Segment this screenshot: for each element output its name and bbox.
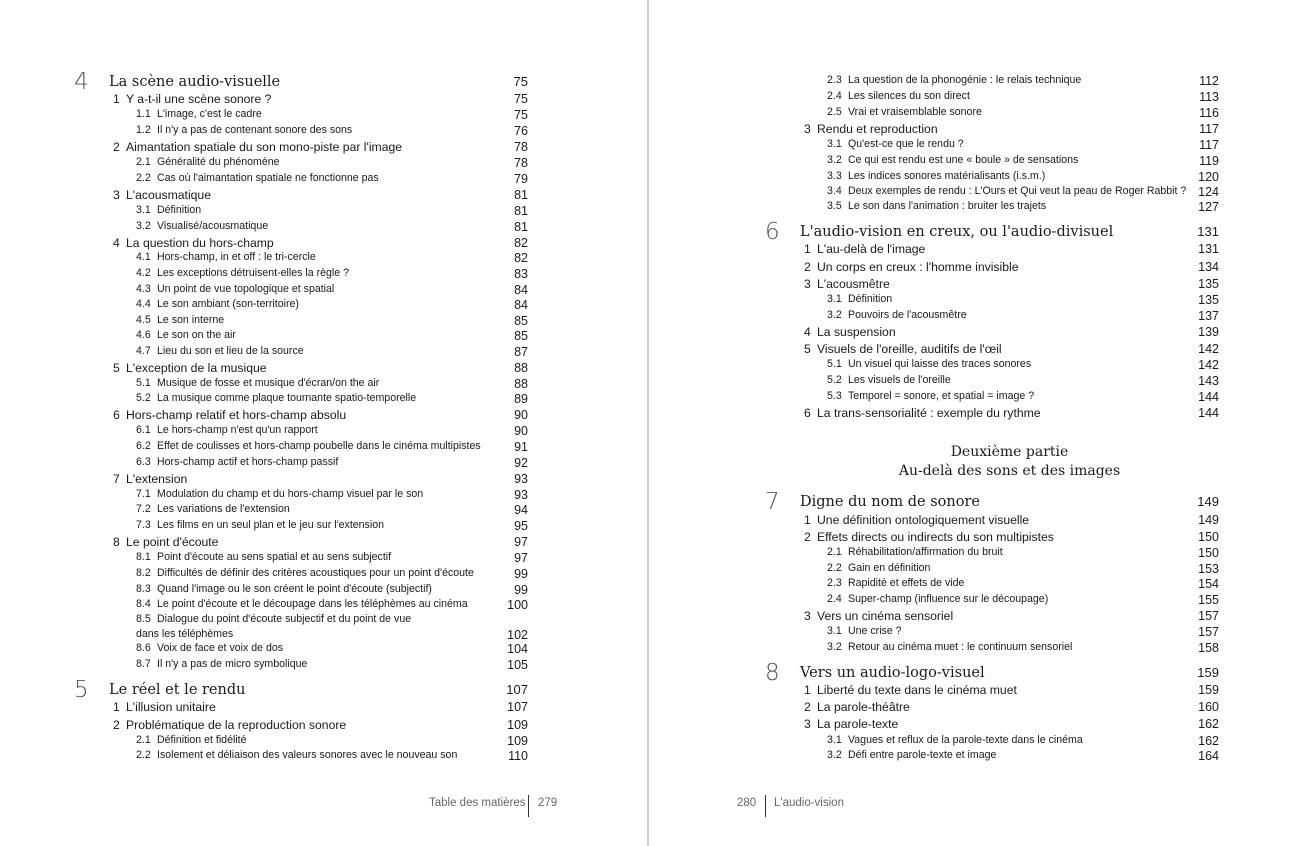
page-reference: 107	[507, 700, 528, 714]
section-title: Rendu et reproduction	[817, 122, 938, 136]
subsection-title: Les variations de l'extension	[157, 503, 290, 515]
chapter-title: L'audio-vision en creux, ou l'audio-divisuel	[800, 224, 1114, 240]
subsection-number: 4.3	[136, 283, 151, 295]
page-reference: 164	[1198, 749, 1219, 763]
page-reference: 81	[514, 204, 528, 218]
subsection-number: 5.2	[827, 374, 842, 386]
subsection-number: 5.2	[136, 392, 151, 404]
subsection-title: Lieu du son et lieu de la source	[157, 345, 304, 357]
subsection-number: 8.3	[136, 583, 151, 595]
subsection-title: Il n'y a pas de contenant sonore des sons	[157, 124, 353, 136]
section-title: Hors-champ relatif et hors-champ absolu	[126, 408, 347, 422]
subsection-number: 2.5	[827, 106, 842, 118]
section-number: 3	[804, 122, 811, 136]
page-reference: 135	[1198, 277, 1219, 291]
page-reference: 102	[507, 628, 528, 642]
page-reference: 117	[1199, 122, 1219, 136]
page-reference: 162	[1198, 734, 1219, 748]
section-title: La parole-théâtre	[817, 700, 910, 714]
page-reference: 131	[1197, 224, 1219, 239]
page-reference: 90	[514, 424, 528, 438]
subsection-number: 3.1	[827, 625, 842, 637]
subsection-title: Les visuels de l'oreille	[848, 374, 951, 386]
page-reference: 155	[1198, 593, 1219, 607]
page-reference: 92	[514, 456, 528, 470]
chapter-number: 8	[765, 660, 780, 686]
page-reference: 112	[1199, 74, 1219, 88]
page-reference: 139	[1198, 325, 1219, 339]
subsection-title: Réhabilitation/affirmation du bruit	[848, 546, 1003, 558]
page-reference: 82	[514, 251, 528, 265]
subsection-number: 7.2	[136, 503, 151, 515]
page-reference: 144	[1198, 406, 1219, 420]
section-number: 6	[804, 406, 811, 420]
section-title: Liberté du texte dans le cinéma muet	[817, 683, 1017, 697]
section-number: 3	[804, 717, 811, 731]
subsection-title: Difficultés de définir des critères acoustiques pour un point d'écoute	[157, 567, 474, 579]
section-title: La parole-texte	[817, 717, 899, 731]
subsection-title: Le son on the air	[157, 329, 236, 341]
subsection-number: 1.2	[136, 124, 151, 136]
subsection-title: Rapidité et effets de vide	[848, 577, 965, 589]
section-number: 3	[113, 188, 120, 202]
page-reference: 143	[1198, 374, 1219, 388]
chapter-number: 7	[765, 489, 780, 515]
page-reference: 154	[1198, 577, 1219, 591]
subsection-title: Un point de vue topologique et spatial	[157, 283, 335, 295]
section-number: 2	[113, 140, 120, 154]
left-page	[0, 0, 647, 846]
subsection-title: Qu'est-ce que le rendu ?	[848, 138, 964, 150]
subsection-title: Le son interne	[157, 314, 225, 326]
subsection-title: Un visuel qui laisse des traces sonores	[848, 358, 1032, 370]
subsection-number: 3.1	[827, 138, 842, 150]
chapter-number: 4	[74, 69, 89, 95]
subsection-number: 2.1	[827, 546, 842, 558]
subsection-number: 3.3	[827, 170, 842, 182]
page-reference: 153	[1198, 562, 1219, 576]
page-reference: 124	[1198, 185, 1219, 199]
subsection-number: 8.2	[136, 567, 151, 579]
subsection-number: 2.4	[827, 593, 842, 605]
section-number: 5	[113, 361, 120, 375]
subsection-number: 4.2	[136, 267, 151, 279]
subsection-title: Les films en un seul plan et le jeu sur l'extension	[157, 519, 384, 531]
subsection-title: La question de la phonogénie : le relais technique	[848, 74, 1082, 86]
page-reference: 104	[507, 642, 528, 656]
subsection-title: Cas où l'aimantation spatiale ne fonctionne pas	[157, 172, 379, 184]
subsection-title: Point d'écoute au sens spatial et au sens subjectif	[157, 551, 392, 563]
chapter-title: Digne du nom de sonore	[800, 494, 980, 510]
page-reference: 83	[514, 267, 528, 281]
page-reference: 76	[514, 124, 528, 138]
subsection-title: Pouvoirs de l'acousmêtre	[848, 309, 967, 321]
chapter-number: 6	[765, 219, 780, 245]
page-reference: 131	[1198, 242, 1219, 256]
page-reference: 81	[514, 220, 528, 234]
page-reference: 75	[514, 108, 528, 122]
section-number: 2	[804, 260, 811, 274]
page-reference: 88	[514, 377, 528, 391]
section-title: Le point d'écoute	[126, 535, 219, 549]
subsection-number: 2.3	[827, 577, 842, 589]
page-reference: 97	[514, 535, 528, 549]
section-title: Vers un cinéma sensoriel	[817, 609, 954, 623]
running-head-right: L'audio-vision	[774, 797, 844, 809]
subsection-number: 3.5	[827, 200, 842, 212]
section-title: L'illusion unitaire	[126, 700, 216, 714]
section-number: 3	[804, 609, 811, 623]
section-number: 5	[804, 342, 811, 356]
subsection-title: Définition	[848, 293, 893, 305]
chapter-title: La scène audio-visuelle	[109, 74, 281, 90]
subsection-title: Généralité du phénomène	[157, 156, 280, 168]
section-title: La question du hors-champ	[126, 236, 274, 250]
page-reference: 99	[514, 567, 528, 581]
subsection-number: 3.2	[136, 220, 151, 232]
page-reference: 149	[1198, 513, 1219, 527]
page-reference: 157	[1198, 609, 1219, 623]
subsection-title: Le son dans l'animation : bruiter les trajets	[848, 200, 1047, 212]
subsection-title: Retour au cinéma muet : le continuum sensoriel	[848, 641, 1073, 653]
section-number: 1	[804, 683, 811, 697]
subsection-number: 8.7	[136, 658, 151, 670]
subsection-title: Vagues et reflux de la parole-texte dans le cinéma	[848, 734, 1083, 746]
subsection-number: 4.5	[136, 314, 151, 326]
page-reference: 142	[1198, 358, 1219, 372]
subsection-number: 3.2	[827, 309, 842, 321]
page-reference: 157	[1198, 625, 1219, 639]
subsection-number: 4.6	[136, 329, 151, 341]
subsection-title: Le son ambiant (son-territoire)	[157, 298, 299, 310]
page-reference: 93	[514, 472, 528, 486]
subsection-number: 1.1	[136, 108, 151, 120]
subsection-number: 5.1	[136, 377, 151, 389]
right-page	[649, 0, 1297, 846]
page-reference: 89	[514, 392, 528, 406]
table-of-contents-right	[649, 0, 1219, 846]
subsection-title: Le point d'écoute et le découpage dans les téléphèmes au cinéma	[157, 598, 468, 610]
section-title: La suspension	[817, 325, 896, 339]
section-number: 8	[113, 535, 120, 549]
chapter-title: Vers un audio-logo-visuel	[800, 665, 985, 681]
section-number: 4	[804, 325, 811, 339]
section-number: 7	[113, 472, 120, 486]
page-reference: 94	[514, 503, 528, 517]
subsection-title: Il n'y a pas de micro symbolique	[157, 658, 308, 670]
subsection-number: 3.4	[827, 185, 842, 197]
section-number: 3	[804, 277, 811, 291]
subsection-title: Le hors-champ n'est qu'un rapport	[157, 424, 318, 436]
section-title: L'extension	[126, 472, 188, 486]
section-number: 1	[804, 513, 811, 527]
section-title: Visuels de l'oreille, auditifs de l'œil	[817, 342, 1002, 356]
subsection-title: dans les téléphèmes	[136, 628, 234, 640]
page-reference: 84	[514, 298, 528, 312]
subsection-number: 3.2	[827, 641, 842, 653]
page-reference: 134	[1198, 260, 1219, 274]
page-reference: 88	[514, 361, 528, 375]
subsection-number: 2.3	[827, 74, 842, 86]
subsection-number: 4.1	[136, 251, 151, 263]
page-reference: 81	[514, 188, 528, 202]
subsection-number: 2.1	[136, 156, 151, 168]
section-title: Y a-t-il une scène sonore ?	[126, 92, 272, 106]
table-of-contents-left	[0, 0, 528, 846]
page-reference: 85	[514, 314, 528, 328]
subsection-title: Quand l'image ou le son créent le point d'écoute (subjectif)	[157, 583, 432, 595]
section-number: 4	[113, 236, 120, 250]
page-reference: 119	[1199, 154, 1219, 168]
subsection-number: 7.3	[136, 519, 151, 531]
page-reference: 75	[514, 92, 528, 106]
page-reference: 110	[508, 749, 528, 763]
page-reference: 75	[513, 74, 528, 89]
footer-separator-right	[765, 795, 766, 817]
page-reference: 90	[514, 408, 528, 422]
page-reference: 120	[1198, 170, 1219, 184]
page-reference: 113	[1199, 90, 1219, 104]
subsection-title: Super-champ (influence sur le découpage)	[848, 593, 1049, 605]
running-head-left: Table des matières	[429, 797, 526, 809]
subsection-title: Défi entre parole-texte et image	[848, 749, 997, 761]
chapter-title: Le réel et le rendu	[109, 682, 246, 698]
page-reference: 149	[1197, 494, 1219, 509]
subsection-title: Deux exemples de rendu : L'Ours et Qui veut la peau de Roger Rabbit ?	[848, 185, 1187, 197]
section-title: Problématique de la reproduction sonore	[126, 718, 347, 732]
page-reference: 150	[1198, 546, 1219, 560]
subsection-title: Gain en définition	[848, 562, 931, 574]
subsection-number: 2.2	[136, 172, 151, 184]
section-title: La trans-sensorialité : exemple du rythme	[817, 406, 1041, 420]
subsection-title: Ce qui est rendu est une « boule » de sensations	[848, 154, 1079, 166]
section-title: Un corps en creux : l'homme invisible	[817, 260, 1019, 274]
page-reference: 160	[1198, 700, 1219, 714]
subsection-title: Voix de face et voix de dos	[157, 642, 284, 654]
subsection-title: Dialogue du point d'écoute subjectif et du point de vue	[157, 613, 412, 625]
page-number-left: 279	[538, 797, 558, 809]
subsection-number: 3.1	[827, 734, 842, 746]
subsection-number: 2.1	[136, 734, 151, 746]
section-title: L'exception de la musique	[126, 361, 267, 375]
subsection-title: Musique de fosse et musique d'écran/on the air	[157, 377, 380, 389]
page-reference: 135	[1198, 293, 1219, 307]
section-title: L'au-delà de l'image	[817, 242, 926, 256]
page-reference: 127	[1198, 200, 1219, 214]
subsection-number: 4.7	[136, 345, 151, 357]
section-number: 1	[113, 700, 120, 714]
part-heading: Au-delà des sons et des images	[898, 463, 1121, 479]
subsection-title: Définition et fidélité	[157, 734, 247, 746]
section-title: L'acousmêtre	[817, 277, 890, 291]
subsection-title: Isolement et déliaison des valeurs sonores avec le nouveau son	[157, 749, 458, 761]
subsection-number: 2.2	[827, 562, 842, 574]
page-reference: 158	[1198, 641, 1219, 655]
subsection-number: 8.4	[136, 598, 151, 610]
footer-separator-left	[528, 795, 529, 817]
subsection-number: 3.1	[136, 204, 151, 216]
section-number: 2	[113, 718, 120, 732]
subsection-title: Temporel = sonore, et spatial = image ?	[848, 390, 1035, 402]
section-number: 1	[804, 242, 811, 256]
page-reference: 95	[514, 519, 528, 533]
subsection-number: 6.3	[136, 456, 151, 468]
subsection-number: 8.1	[136, 551, 151, 563]
page-reference: 82	[514, 236, 528, 250]
subsection-number: 4.4	[136, 298, 151, 310]
subsection-number: 3.1	[827, 293, 842, 305]
page-number-right: 280	[737, 797, 757, 809]
section-title: L'acousmatique	[126, 188, 211, 202]
section-number: 2	[804, 700, 811, 714]
page-reference: 109	[507, 734, 528, 748]
page-reference: 107	[506, 682, 528, 697]
page-reference: 105	[507, 658, 528, 672]
subsection-title: Effet de coulisses et hors-champ poubelle dans le cinéma multipistes	[157, 440, 481, 452]
page-reference: 84	[514, 283, 528, 297]
subsection-number: 2.2	[136, 749, 151, 761]
section-title: Effets directs ou indirects du son multipistes	[817, 530, 1054, 544]
page-reference: 78	[514, 140, 528, 154]
section-title: Aimantation spatiale du son mono-piste par l'image	[126, 140, 403, 154]
subsection-title: Hors-champ actif et hors-champ passif	[157, 456, 339, 468]
page-reference: 150	[1198, 530, 1219, 544]
subsection-title: Hors-champ, in et off : le tri-cercle	[157, 251, 316, 263]
section-number: 6	[113, 408, 120, 422]
page-reference: 159	[1197, 665, 1219, 680]
subsection-title: L'image, c'est le cadre	[157, 108, 262, 120]
part-heading: Deuxième partie	[950, 444, 1069, 460]
subsection-number: 8.6	[136, 642, 151, 654]
subsection-number: 8.5	[136, 613, 151, 625]
page-reference: 87	[514, 345, 528, 359]
page-reference: 162	[1198, 717, 1219, 731]
chapter-number: 5	[74, 677, 89, 703]
subsection-title: Les indices sonores matérialisants (i.s.m.)	[848, 170, 1046, 182]
subsection-number: 3.2	[827, 154, 842, 166]
page-reference: 79	[514, 172, 528, 186]
subsection-number: 6.1	[136, 424, 151, 436]
page-reference: 159	[1198, 683, 1219, 697]
page-reference: 109	[507, 718, 528, 732]
subsection-title: Visualisé/acousmatique	[157, 220, 269, 232]
page-reference: 85	[514, 329, 528, 343]
subsection-number: 3.2	[827, 749, 842, 761]
section-number: 2	[804, 530, 811, 544]
page-reference: 116	[1199, 106, 1219, 120]
page-reference: 142	[1198, 342, 1219, 356]
subsection-title: Vrai et vraisemblable sonore	[848, 106, 982, 118]
page-reference: 117	[1199, 138, 1219, 152]
subsection-number: 5.3	[827, 390, 842, 402]
subsection-number: 7.1	[136, 488, 151, 500]
subsection-number: 2.4	[827, 90, 842, 102]
subsection-title: Une crise ?	[848, 625, 902, 637]
page-reference: 78	[514, 156, 528, 170]
page-reference: 144	[1198, 390, 1219, 404]
page-reference: 100	[507, 598, 528, 612]
page-reference: 93	[514, 488, 528, 502]
subsection-title: La musique comme plaque tournante spatio-temporelle	[157, 392, 417, 404]
subsection-title: Modulation du champ et du hors-champ visuel par le son	[157, 488, 424, 500]
page-reference: 97	[514, 551, 528, 565]
page-reference: 91	[514, 440, 528, 454]
subsection-title: Définition	[157, 204, 202, 216]
subsection-number: 6.2	[136, 440, 151, 452]
page-reference: 99	[514, 583, 528, 597]
page-reference: 137	[1198, 309, 1219, 323]
subsection-number: 5.1	[827, 358, 842, 370]
section-title: Une définition ontologiquement visuelle	[817, 513, 1030, 527]
section-number: 1	[113, 92, 120, 106]
subsection-title: Les silences du son direct	[848, 90, 970, 102]
subsection-title: Les exceptions détruisent-elles la règle ?	[157, 267, 349, 279]
